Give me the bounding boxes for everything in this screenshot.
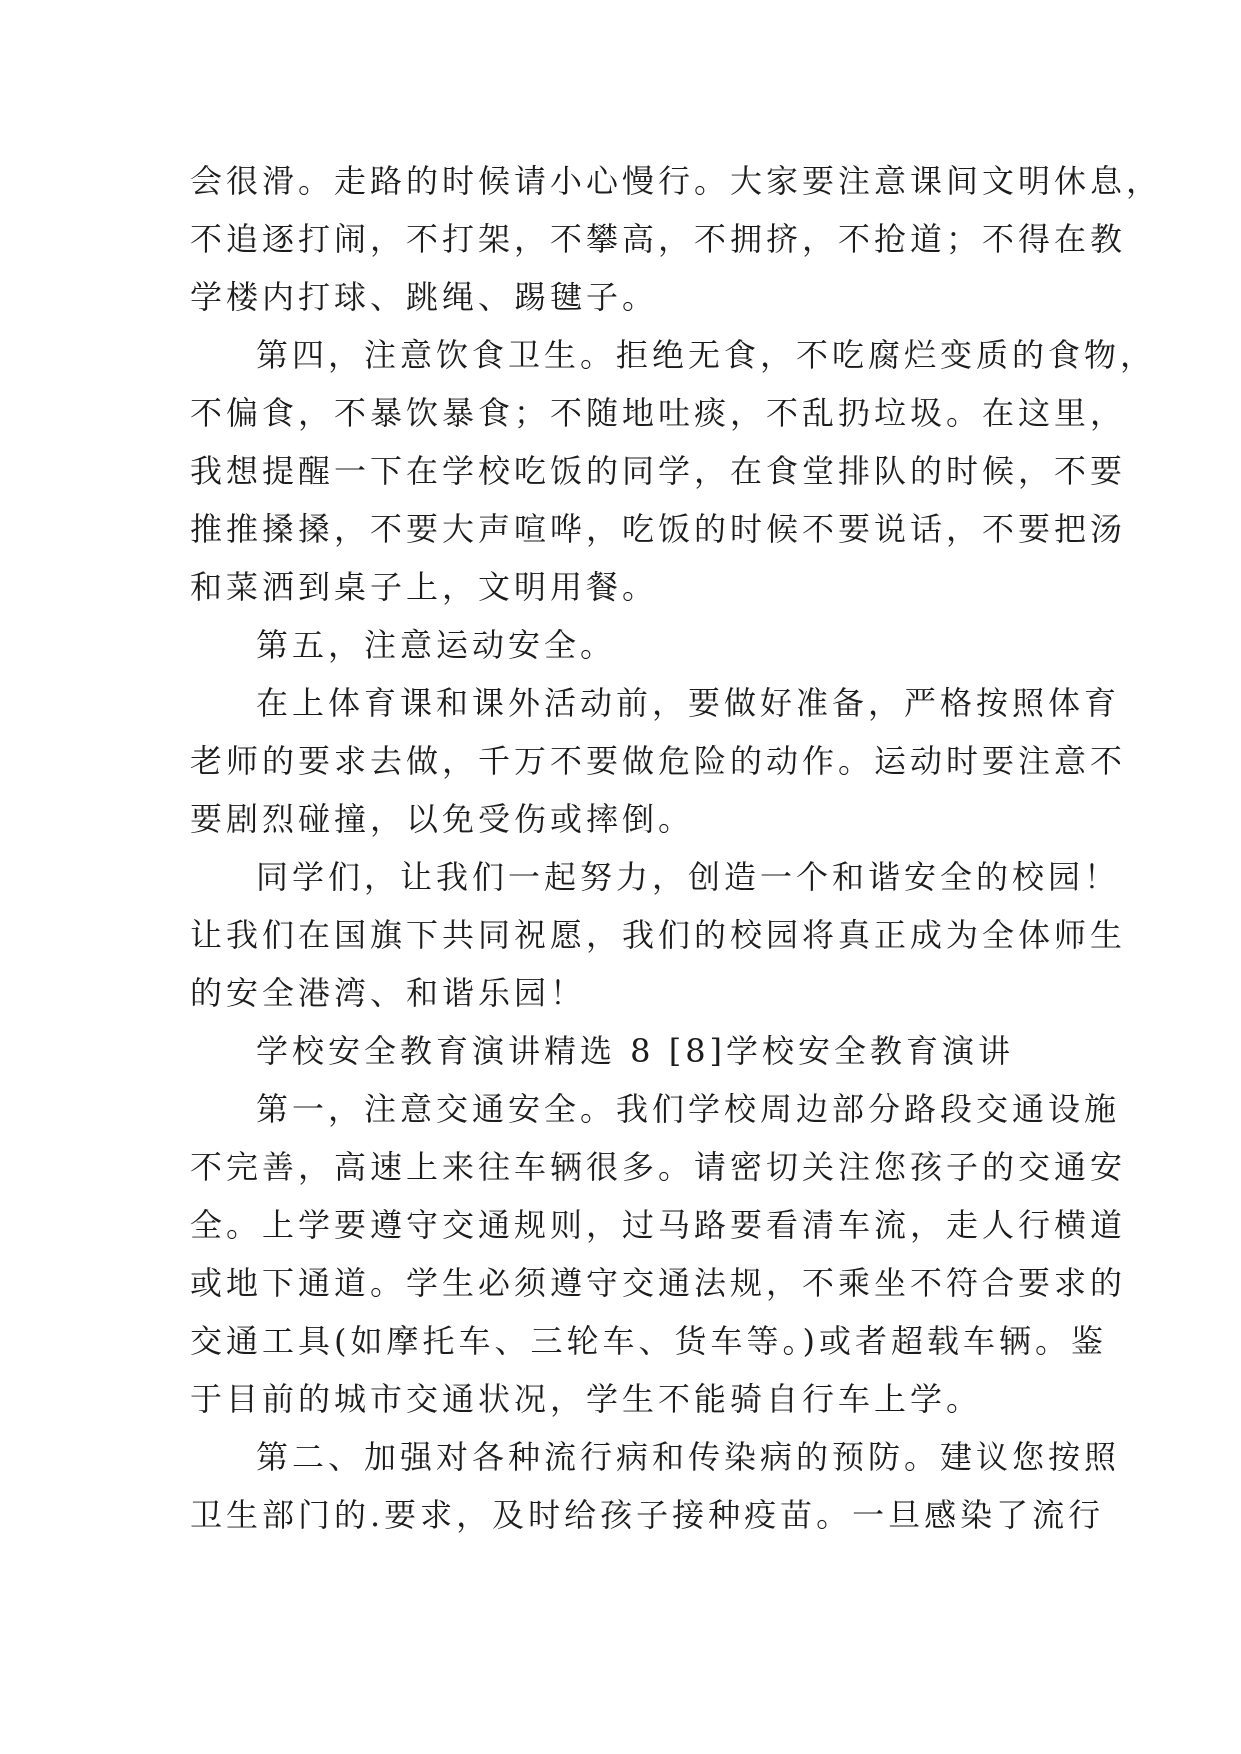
text-line: 不完善，高速上来往车辆很多。请密切关注您孩子的交通安 xyxy=(190,1148,1127,1186)
text-line: 会很滑。走路的时候请小心慢行。大家要注意课间文明休息， xyxy=(190,162,1163,200)
text-line: 学楼内打球、跳绳、踢毽子。 xyxy=(190,278,659,316)
text-line: 或地下通道。学生必须遵守交通法规，不乘坐不符合要求的 xyxy=(190,1264,1127,1302)
text-line: 交通工具(如摩托车、三轮车、货车等。)或者超载车辆。鉴 xyxy=(190,1322,1107,1360)
text-line: 的安全港湾、和谐乐园！ xyxy=(190,974,587,1012)
text-line: 要剧烈碰撞，以免受伤或摔倒。 xyxy=(190,800,695,838)
text-line: 卫生部门的.要求，及时给孩子接种疫苗。一旦感染了流行 xyxy=(190,1496,1105,1534)
text-line: 不偏食，不暴饮暴食；不随地吐痰，不乱扔垃圾。在这里， xyxy=(190,394,1127,432)
paragraph-start-line: 第二、加强对各种流行病和传染病的预防。建议您按照 xyxy=(256,1438,1121,1476)
paragraph-start-line: 同学们，让我们一起努力，创造一个和谐安全的校园！ xyxy=(256,858,1121,896)
text-line: 推推搡搡，不要大声喧哗，吃饭的时候不要说话，不要把汤 xyxy=(190,510,1127,548)
paragraph-start-line: 第五，注意运动安全。 xyxy=(256,626,617,664)
section-heading: 学校安全教育演讲精选 8 [8]学校安全教育演讲 xyxy=(256,1032,1015,1070)
document-body xyxy=(190,152,1163,1544)
paragraph-start-line: 在上体育课和课外活动前，要做好准备，严格按照体育 xyxy=(256,684,1121,722)
paragraph-start-line: 第四，注意饮食卫生。拒绝无食，不吃腐烂变质的食物， xyxy=(256,336,1157,374)
text-line: 和菜洒到桌子上，文明用餐。 xyxy=(190,568,659,606)
text-line: 于目前的城市交通状况，学生不能骑自行车上学。 xyxy=(190,1380,983,1418)
text-line: 全。上学要遵守交通规则，过马路要看清车流，走人行横道 xyxy=(190,1206,1127,1244)
paragraph-start-line: 第一，注意交通安全。我们学校周边部分路段交通设施 xyxy=(256,1090,1121,1128)
text-line: 不追逐打闹，不打架，不攀高，不拥挤，不抢道；不得在教 xyxy=(190,220,1127,258)
text-line: 老师的要求去做，千万不要做危险的动作。运动时要注意不 xyxy=(190,742,1127,780)
text-line: 我想提醒一下在学校吃饭的同学，在食堂排队的时候，不要 xyxy=(190,452,1127,490)
text-line: 让我们在国旗下共同祝愿，我们的校园将真正成为全体师生 xyxy=(190,916,1127,954)
